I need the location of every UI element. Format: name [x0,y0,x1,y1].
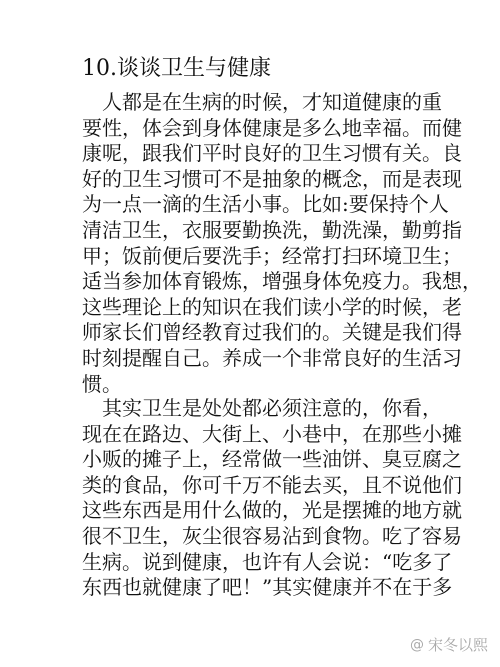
paragraph-line: 好的卫生习惯可不是抽象的概念，而是表现 [82,166,462,191]
paragraph-line: 这些理论上的知识在我们读小学的时候，老 [82,294,462,319]
paragraph-line: 很不卫生，灰尘很容易沾到食物。吃了容易 [82,523,462,548]
paragraph-line: 小贩的摊子上，经常做一些油饼、臭豆腐之 [82,447,462,472]
paragraph-line: 这些东西是用什么做的，光是摆摊的地方就 [82,498,462,523]
paragraph-line: 其实卫生是处处都必须注意的，你看， [82,396,442,420]
paragraph-line: 人都是在生病的时候，才知道健康的重 [82,90,442,114]
watermark [410,634,488,655]
paragraph-line: 惯。 [82,371,122,396]
paragraph-line: 东西也就健康了吧！”其实健康并不在于多 [82,575,453,600]
paragraph-line: 要性，体会到身体健康是多么地幸福。而健 [82,115,462,140]
paragraph-line: 适当参加体育锻炼，增强身体免疫力。我想， [82,269,482,294]
paragraph-line: 甲；饭前便后要洗手；经常打扫环境卫生； [82,243,462,268]
paragraph-line: 类的食品，你可千万不能去买，且不说他们 [82,472,462,497]
paragraph-line: 清洁卫生，衣服要勤换洗，勤洗澡，勤剪指 [82,217,462,242]
watermark-text: 宋冬以熙 [427,636,488,654]
paragraph-line: 康呢，跟我们平时良好的卫生习惯有关。良 [82,141,462,166]
paragraph-1 [82,90,482,397]
at-icon: @ [409,636,424,653]
paragraph-2 [82,396,462,601]
paragraph-line: 师家长们曾经教育过我们的。关键是我们得 [82,320,462,345]
paragraph-line: 生病。说到健康，也许有人会说：“吃多了 [82,549,453,574]
paragraph-line: 时刻提醒自己。养成一个非常良好的生活习 [82,345,462,370]
paragraph-line: 现在在路边、大街上、小巷中，在那些小摊 [82,421,462,446]
document-title: 10.谈谈卫生与健康 [82,56,271,81]
paragraph-line: 为一点一滴的生活小事。比如:要保持个人 [82,192,449,217]
